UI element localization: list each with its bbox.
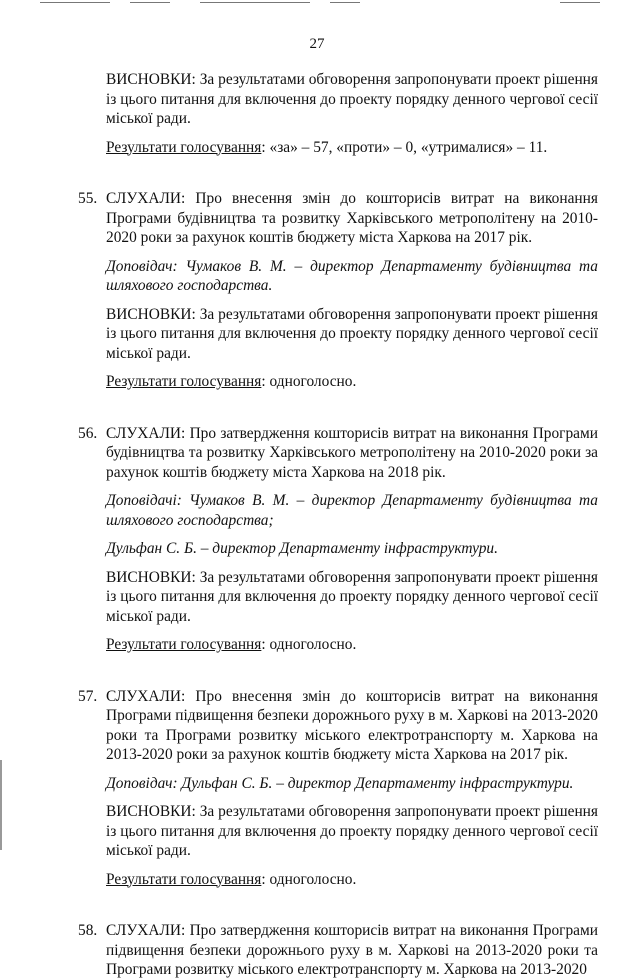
heard-text: Про затвердження кошторисів витрат на виконання Програми підвищення безпеки дорожнього руху в м. Харкові на 2013-2020 роки та Програми розвитку міського електротранспорту м. Харкова на 2013-2020 [106, 922, 598, 978]
conclusions-text: За результатами обговорення запропонувати проект рішення із цього питання для включення до проекту порядку денного чергової сесії міської ради. [106, 568, 598, 625]
vote-label: Результати голосування [106, 870, 262, 888]
item-vote [78, 870, 598, 890]
vote-text: : одноголосно. [261, 636, 357, 653]
heard-label: СЛУХАЛИ: [106, 922, 186, 939]
heard-label: СЛУХАЛИ: [106, 190, 186, 207]
conclusions-label: ВИСНОВКИ: [106, 305, 196, 323]
agenda-item-57 [78, 687, 598, 765]
heard-text: Про внесення змін до кошторисів витрат на виконання Програми будівництва та розвитку Харківського метрополітену на 2010-2020 роки за рахунок коштів бюджету міста Харкова на 2017 рік. [106, 190, 598, 246]
vote-label: Результати голосування [106, 138, 262, 156]
scan-top-edge [0, 2, 634, 5]
conclusions-text: За результатами обговорення запропонувати проект рішення із цього питання для включення до проекту порядку денного чергової сесії міської ради. [106, 305, 598, 362]
speaker-line: Доповідач: Дульфан С. Б. – директор Департаменту інфраструктури. [106, 774, 574, 792]
agenda-item-55 [78, 189, 598, 248]
conclusions-label: ВИСНОВКИ: [106, 568, 196, 586]
item-number: 58. [78, 922, 98, 939]
vote-text: : одноголосно. [261, 870, 357, 888]
speaker-line: Дульфан С. Б. – директор Департаменту інфраструктури. [106, 540, 498, 557]
heard-label: СЛУХАЛИ: [106, 424, 186, 442]
conclusions-text: За результатами обговорення запропонувати проект рішення із цього питання для включення до проекту порядку денного чергової сесії міської ради. [106, 71, 598, 127]
item-conclusions [78, 568, 598, 627]
heard-label: СЛУХАЛИ: [106, 687, 186, 705]
item-number: 55. [78, 190, 98, 207]
conclusions-label: ВИСНОВКИ: [106, 803, 196, 820]
item-conclusions [78, 305, 598, 364]
vote-text: : одноголосно. [261, 373, 357, 390]
minutes-content [78, 70, 598, 980]
agenda-item-58 [78, 921, 598, 980]
item-number: 57. [78, 687, 98, 705]
speaker-line: Доповідачі: Чумаков В. М. – директор Департаменту будівництва та шляхового господарства; [106, 492, 598, 529]
heard-text: Про затвердження кошторисів витрат на виконання Програми будівництва та розвитку Харківського метрополітену на 2010-2020 роки за рахунок коштів бюджету міста Харкова на 2018 рік. [106, 424, 598, 481]
item-conclusions [78, 802, 598, 861]
vote-label: Результати голосування [106, 373, 262, 390]
item-vote [78, 635, 598, 655]
vote-text: : «за» – 57, «проти» – 0, «утрималися» – 11. [261, 138, 548, 156]
conclusions-text: За результатами обговорення запропонувати проект рішення із цього питання для включення до проекту порядку денного чергової сесії міської ради. [106, 803, 598, 859]
top-vote [78, 138, 598, 158]
agenda-item-56 [78, 424, 598, 483]
page-number: 27 [309, 36, 325, 52]
item-vote [78, 372, 598, 392]
vote-label: Результати голосування [106, 636, 262, 653]
heard-text: Про внесення змін до кошторисів витрат на виконання Програми підвищення безпеки дорожнього руху в м. Харкові на 2013-2020 роки та Програми розвитку міського електротранспорту м. Харкова на 2013-2020 роки за рахунок коштів бюджету міста Харкова на 2017 рік. [106, 687, 598, 763]
top-conclusions [78, 70, 598, 129]
scan-left-edge [0, 760, 2, 850]
speaker-line: Доповідач: Чумаков В. М. – директор Департаменту будівництва та шляхового господарства. [106, 257, 598, 294]
item-number: 56. [78, 424, 98, 442]
conclusions-label: ВИСНОВКИ: [106, 71, 196, 88]
